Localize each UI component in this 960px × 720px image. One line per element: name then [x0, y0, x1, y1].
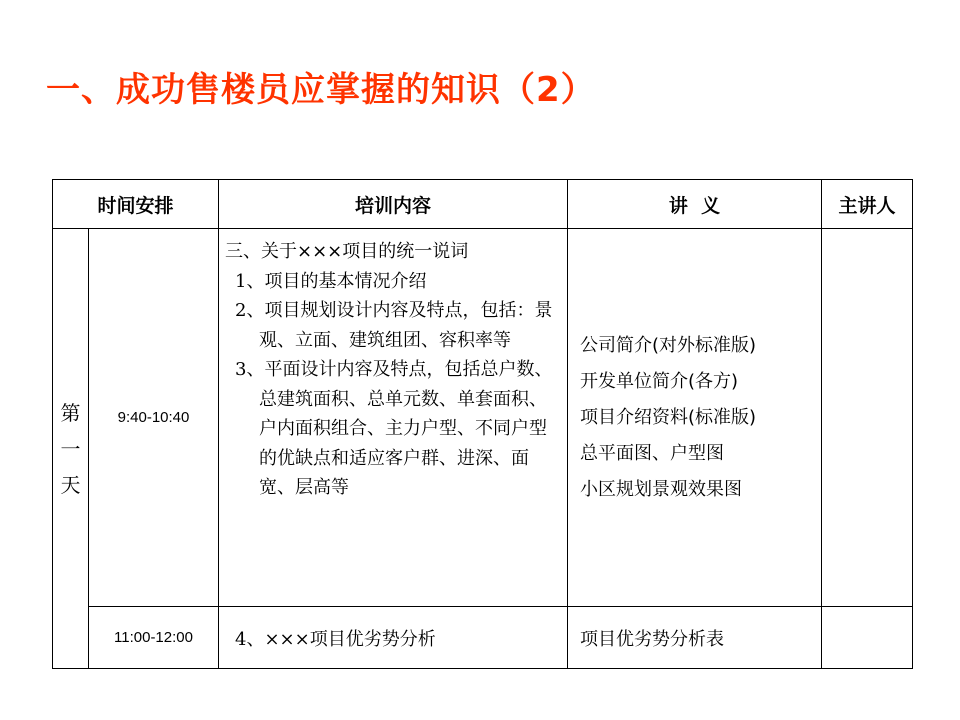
table-row [53, 229, 913, 607]
training-content: 4、×××项目优劣势分析 [219, 607, 568, 669]
content-item: 3、平面设计内容及特点，包括总户数、总建筑面积、总单元数、单套面积、户内面积组合、主力户型、不同户型的优缺点和适应客户群、进深、面宽、层高等 [235, 359, 553, 498]
page-title: 一、成功售楼员应掌握的知识（2） [46, 70, 596, 110]
header-time: 时间安排 [53, 180, 219, 229]
header-content: 培训内容 [219, 180, 568, 229]
handout-item: 项目优劣势分析表 [568, 607, 822, 669]
handout-item: 小区规划景观效果图 [580, 478, 743, 500]
content-heading: 三、关于×××项目的统一说词 [225, 241, 469, 262]
handout-item: 公司简介(对外标准版) [580, 334, 757, 356]
time-slot: 9:40-10:40 [89, 229, 219, 607]
training-content [219, 229, 568, 607]
time-slot: 11:00-12:00 [89, 607, 219, 669]
content-item: 2、项目规划设计内容及特点，包括：景观、立面、建筑组团、容积率等 [235, 300, 553, 351]
handout-list [568, 229, 822, 607]
content-item: 1、项目的基本情况介绍 [235, 270, 427, 292]
handout-item: 总平面图、户型图 [580, 442, 725, 464]
table-header-row [53, 180, 913, 229]
header-speaker: 主讲人 [822, 180, 913, 229]
speaker-cell [822, 229, 913, 607]
table-row [53, 607, 913, 669]
speaker-cell [822, 607, 913, 669]
handout-item: 项目介绍资料(标准版) [580, 406, 757, 428]
training-schedule-table [52, 179, 913, 669]
header-notes: 讲 义 [568, 180, 822, 229]
day-label: 第 一 天 [53, 229, 89, 669]
handout-item: 开发单位简介(各方) [580, 370, 739, 392]
